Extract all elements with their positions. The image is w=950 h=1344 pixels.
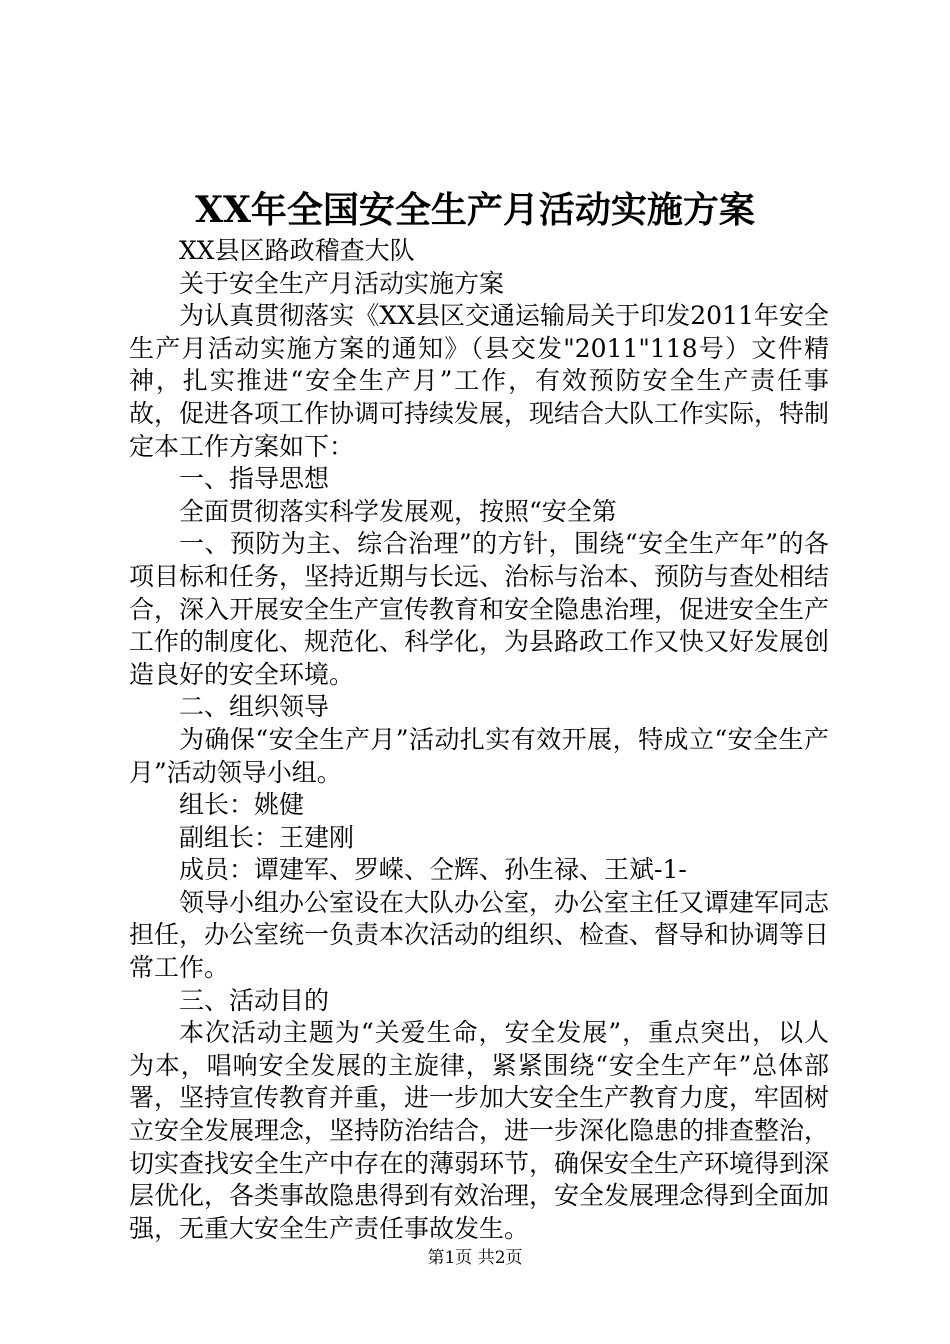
paragraph-office: 领导小组办公室设在大队办公室，办公室主任又谭建军同志担任，办公室统一负责本次活动的组织、检查、督导和协调等日常工作。 (129, 887, 830, 983)
paragraph-group-leader: 组长：姚健 (179, 790, 305, 820)
paragraph-subtitle: 关于安全生产月活动实施方案 (179, 268, 505, 298)
page-number-footer: 第1页 共2页 (427, 1248, 523, 1268)
paragraph-members: 成员：谭建军、罗嵘、仝辉、孙生禄、王斌-1- (179, 855, 687, 885)
paragraph-intro: 为认真贯彻落实《XX县区交通运输局关于印发2011年安全生产月活动实施方案的通知》（县交发"2011"118号）文件精神，扎实推进“安全生产月”工作，有效预防安全生产责任事故，促进各项工作协调可持续发展，现结合大队工作实际，特制定本工作方案如下： (129, 301, 830, 461)
section-heading-guiding-thought: 一、指导思想 (179, 464, 330, 494)
paragraph-leadership-group: 为确保“安全生产月”活动扎实有效开展，特成立“安全生产月”活动领导小组。 (129, 724, 829, 787)
paragraph-purpose: 本次活动主题为“关爱生命，安全发展”，重点突出，以人为本，唱响安全发展的主旋律，紧紧围绕“安全生产年”总体部署，坚持宣传教育并重，进一步加大安全生产教育力度，牢固树立安全发展理念，坚持防治结合，进一步深化隐患的排查整治，切实查找安全生产中存在的薄弱环节，确保安全生产环境得到深层优化，各类事故隐患得到有效治理，安全发展理念得到全面加强，无重大安全生产责任事故发生。 (129, 1018, 830, 1243)
paragraph-guiding-thought-2: 一、预防为主、综合治理”的方针，围绕“安全生产年”的各项目标和任务，坚持近期与长远、治标与治本、预防与查处相结合，深入开展安全生产宣传教育和安全隐患治理，促进安全生产工作的制度化、规范化、科学化，为县路政工作又快又好发展创造良好的安全环境。 (129, 529, 830, 689)
section-heading-leadership: 二、组织领导 (179, 692, 330, 722)
paragraph-org-name: XX县区路政稽查大队 (179, 236, 415, 265)
section-heading-purpose: 三、活动目的 (179, 985, 330, 1015)
paragraph-deputy-leader: 副组长：王建刚 (179, 822, 355, 852)
document-title: XX年全国安全生产月活动实施方案 (195, 189, 755, 231)
document-body (129, 235, 829, 1245)
paragraph-guiding-thought-1: 全面贯彻落实科学发展观，按照“安全第 (179, 496, 617, 526)
